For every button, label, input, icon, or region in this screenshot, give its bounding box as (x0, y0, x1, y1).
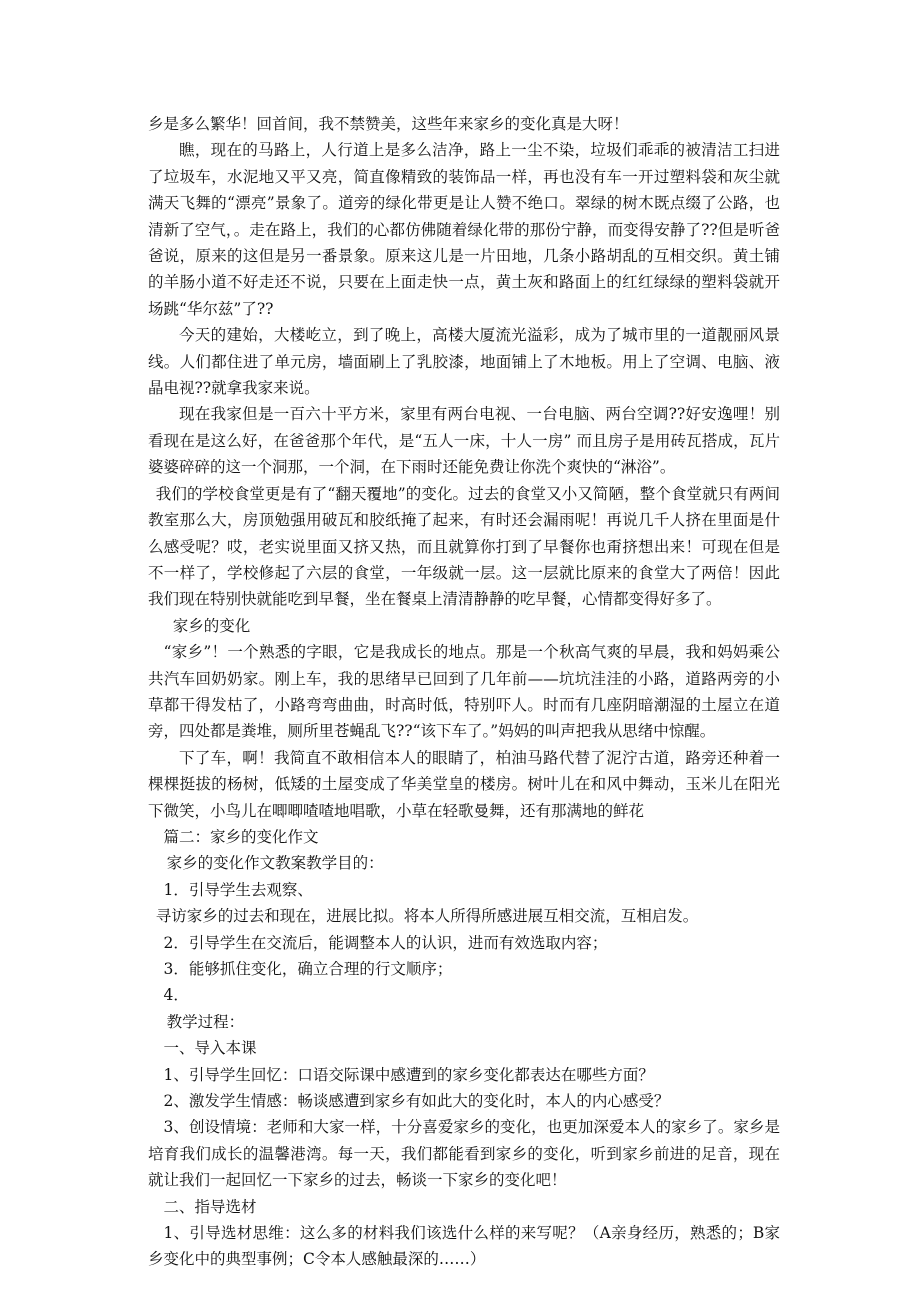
lesson-plan-title: 家乡的变化作文教案教学目的： (166, 854, 384, 873)
section-heading-hometown-change: 家乡的变化 (172, 616, 251, 635)
paragraph-8: 下了车，啊！我简直不敢相信本人的眼睛了，柏油马路代替了泥泞古道，路旁还种着一棵棵挺拔的杨树，低矮的土屋变成了华美堂皇的楼房。树叶儿在和风中舞动，玉米儿在阳光下微笑，小鸟儿在唧唧喳喳地唱歌，小草在轻歌曼舞，还有那满地的鲜花 (148, 748, 780, 820)
goal-item-4: 4． (163, 986, 189, 1005)
goal-item-2: 2．引导学生在交流后，能调整本人的认识，进而有效选取内容； (163, 933, 608, 952)
goal-item-3: 3．能够抓住变化，确立合理的行文顺序； (163, 960, 453, 978)
teaching-process-heading: 教学过程： (166, 1012, 245, 1031)
goal-item-1-continued: 寻访家乡的过去和现在，进展比拟。将本人所得所感进展互相交流，互相启发。 (155, 907, 699, 926)
step-one-item-3: 3、创设情境：老师和大家一样，十分喜爱家乡的变化，也更加深爱本人的家乡了。家乡是培育我们成长的温馨港湾。每一天，我们都能看到家乡的变化，听到家乡前进的足音，现在就让我们一起回忆一下家乡的过去，畅谈一下家乡的变化吧！ (148, 1118, 780, 1190)
paragraph-1: 乡是多么繁华！回首间，我不禁赞美，这些年来家乡的变化真是大呀！ (148, 115, 629, 133)
step-two-item-1: 1、引导选材思维：这么多的材料我们该选什么样的来写呢？（A亲身经历，熟悉的；B家乡变化中的典型事例；C令本人感触最深的……） (148, 1224, 780, 1269)
paragraph-4: 现在我家但是一百六十平方米，家里有两台电视、一台电脑、两台空调??好安逸哩！别看现在是这么好，在爸爸那个年代，是“五人一床，十人一房” 而且房子是用砖瓦搭成，瓦片婆婆碎碎的这一个洞那，一个洞，在下雨时还能免费让你洗个爽快的“淋浴”。 (148, 405, 780, 477)
step-one-item-2: 2、激发学生情感：畅谈感遭到家乡有如此大的变化时，本人的内心感受？ (163, 1092, 670, 1111)
step-two-heading: 二、指导选材 (163, 1197, 257, 1216)
goal-item-1: 1．引导学生去观察、 (163, 880, 313, 899)
step-one-item-1: 1、引导学生回忆：口语交际课中感遭到的家乡变化都表达在哪些方面？ (163, 1065, 654, 1084)
step-one-heading: 一、导入本课 (163, 1039, 257, 1058)
paragraph-7: “家乡”！一个熟悉的字眼，它是我成长的地点。那是一个秋高气爽的早晨，我和妈妈乘公共汽车回奶奶家。刚上车，我的思绪早已回到了几年前——坑坑洼洼的小路，道路两旁的小草都干得发枯了，小路弯弯曲曲，时高时低，特别吓人。时而有几座阴暗潮湿的土屋立在道旁，四处都是粪堆，厕所里苍蝇乱飞??“该下车了。”妈妈的叫声把我从思绪中惊醒。 (148, 643, 780, 741)
section-heading-part-two: 篇二：家乡的变化作文 (163, 827, 319, 846)
paragraph-5: 我们的学校食堂更是有了“翻天覆地”的变化。过去的食堂又小又简陋，整个食堂就只有两间教室那么大，房顶勉强用破瓦和胶纸掩了起来，有时还会漏雨呢！再说几千人挤在里面是什么感受呢？哎，老实说里面又挤又热，而且就算你打到了早餐你也甭挤想出来！可现在但是不一样了，学校修起了六层的食堂，一年级就一层。这一层就比原来的食堂大了两倍！因此我们现在特别快就能吃到早餐，坐在餐桌上清清静静的吃早餐，心情都变得好多了。 (148, 484, 780, 609)
paragraph-3: 今天的建始，大楼屹立，到了晚上，高楼大厦流光溢彩，成为了城市里的一道靓丽风景线。人们都住进了单元房，墙面刷上了乳胶漆，地面铺上了木地板。用上了空调、电脑、液晶电视??就拿我家来说。 (148, 326, 780, 398)
document-page (148, 111, 780, 1273)
paragraph-2: 瞧，现在的马路上，人行道上是多么洁净，路上一尘不染，垃圾们乖乖的被清洁工扫进了垃圾车，水泥地又平又亮，简直像精致的装饰品一样，再也没有车一开过塑料袋和灰尘就满天飞舞的“漂亮”景象了。道旁的绿化带更是让人赞不绝口。翠绿的树木既点缀了公路，也清新了空气，。走在路上，我们的心都仿佛随着绿化带的那份宁静，而变得安静了??但是听爸爸说，原来的这但是另一番景象。原来这儿是一片田地，几条小路胡乱的互相交织。黄土铺的羊肠小道不好走还不说，只要在上面走快一点，黄土灰和路面上的红红绿绿的塑料袋就开场跳“华尔兹”了?? (148, 141, 780, 318)
